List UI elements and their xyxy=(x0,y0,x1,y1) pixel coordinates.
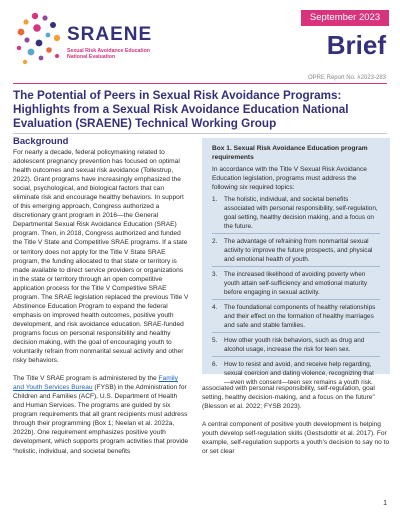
date-badge: September 2023 xyxy=(301,10,389,26)
list-item-text: The foundational components of healthy relationships and their effect on the formation of healthy marriages and safe and stable families. xyxy=(224,304,376,329)
list-item-number: 1. xyxy=(212,196,218,203)
list-item-text: The increased likelihood of avoiding poverty when youth attain self-sufficiency and emotional maturity before engaging in sexual activity. xyxy=(224,271,368,296)
right-paragraph-1: associated with personal responsibility, self-regulation, goal setting, healthy decision-making, and a focus on the future” (Blesson et al. 2022; FYSB 2023). xyxy=(202,385,375,411)
list-item xyxy=(212,270,380,300)
list-item xyxy=(212,195,380,234)
background-paragraph-1: For nearly a decade, federal policymaking related to adolescent pregnancy prevention has focused on optimal health outcomes and sexual risk avoidance (Tollestrup, 2022). Grant programs have increasingly emphasized the social, psychological, and biological factors that can eliminate risk and encourage healthy behaviors. In support of this emerging approach, Congress authorized a discretionary grant program in 2016—the General Departmental Sexual Risk Avoidance Education (SRAE) program. Then, in 2018, Congress authorized and funded the Title V State and Competitive SRAE programs. If a state or territory does not apply for the Title V State SRAE program, the funding allocated to that state or territory is made available to direct service providers or organizations in the state or territory through an open competitive application process for the Title V Competitive SRAE program. The SRAE legislation replaced the previous Title V Abstinence Education Program to expand the federal emphasis on improved health outcomes, positive youth development, and risk avoidance education. SRAE-funded programs focus on personal responsibility and healthy decision making, with the goal of encouraging youth to voluntarily refrain from nonmarital sexual activity and other risky behaviors. xyxy=(13,149,189,365)
list-item-text: How other youth risk behaviors, such as drug and alcohol usage, increase the risk for teen sex. xyxy=(224,337,365,353)
background-heading: Background xyxy=(13,136,69,147)
background-paragraph-2-start: The Title V SRAE program is administered by the xyxy=(13,375,159,383)
box-title: Box 1. Sexual Risk Avoidance Education program requirements xyxy=(212,145,368,161)
box-intro: In accordance with the Title V Sexual Risk Avoidance Education legislation, programs must address the following six required topics: xyxy=(212,166,367,191)
sraene-logo-mark-icon xyxy=(13,8,69,68)
requirements-list xyxy=(212,195,380,389)
list-item xyxy=(212,303,380,333)
logo-tagline xyxy=(67,48,150,61)
title-divider xyxy=(13,133,387,134)
box-1-program-requirements xyxy=(202,138,390,386)
list-item-text: How to resist and avoid, and receive help regarding, sexual coercion and dating violence, recognizing that—even with consent—teen sex remains a youth risk. xyxy=(224,361,374,386)
header-divider xyxy=(13,83,387,84)
fysb-link[interactable]: Family and Youth Services Bureau xyxy=(13,375,178,392)
list-item-text: The advantage of refraining from nonmarital sexual activity to improve the future prospects, and physical and emotional health of youth. xyxy=(224,238,373,263)
report-number: OPRE Report No. #2023-283 xyxy=(307,75,386,81)
list-item-number: 4. xyxy=(212,304,218,311)
right-column xyxy=(202,384,390,465)
background-paragraph-2-end: (FYSB) in the Administration for Children and Families (ACF), U.S. Department of Health and Human Services. The programs are guided by six program requirements that all grant recipients must address through their programming (Box 1; Neelan et al. 2022a, 2022b). One requirement emphasizes positive youth development, which supports program activities that provide “holistic, individual, and societal benefits xyxy=(13,384,189,455)
list-item-number: 3. xyxy=(212,271,218,278)
logo-tagline-line-1: Sexual Risk Avoidance Education xyxy=(67,48,150,54)
background-paragraph-2 xyxy=(13,374,189,455)
document-type: Brief xyxy=(326,30,386,60)
logo-tagline-line-2: National Evaluation xyxy=(67,54,116,61)
list-item xyxy=(212,336,380,357)
page-number: 1 xyxy=(383,500,387,507)
list-item-number: 6. xyxy=(212,361,218,368)
sraene-logo xyxy=(13,8,188,68)
page-title: The Potential of Peers in Sexual Risk Avoidance Programs: Highlights from a Sexual Risk Avoidance Education National Evaluation (SRAENE) Technical Working Group xyxy=(13,89,349,130)
logo-name: SRAENE xyxy=(67,24,153,45)
list-item-text: The holistic, individual, and societal benefits associated with personal responsibility, self-regulation, goal setting, healthy decision making, and a focus on the future. xyxy=(224,196,378,230)
list-item-number: 5. xyxy=(212,337,218,344)
list-item xyxy=(212,237,380,267)
right-paragraph-2: A central component of positive youth development is helping youth develop self-regulation skills (Gestsdottir et al. 2017). For example, self-regulation supports a youth’s decision to say no to or set clear xyxy=(202,421,390,456)
list-item-number: 2. xyxy=(212,238,218,245)
left-column xyxy=(13,148,189,465)
